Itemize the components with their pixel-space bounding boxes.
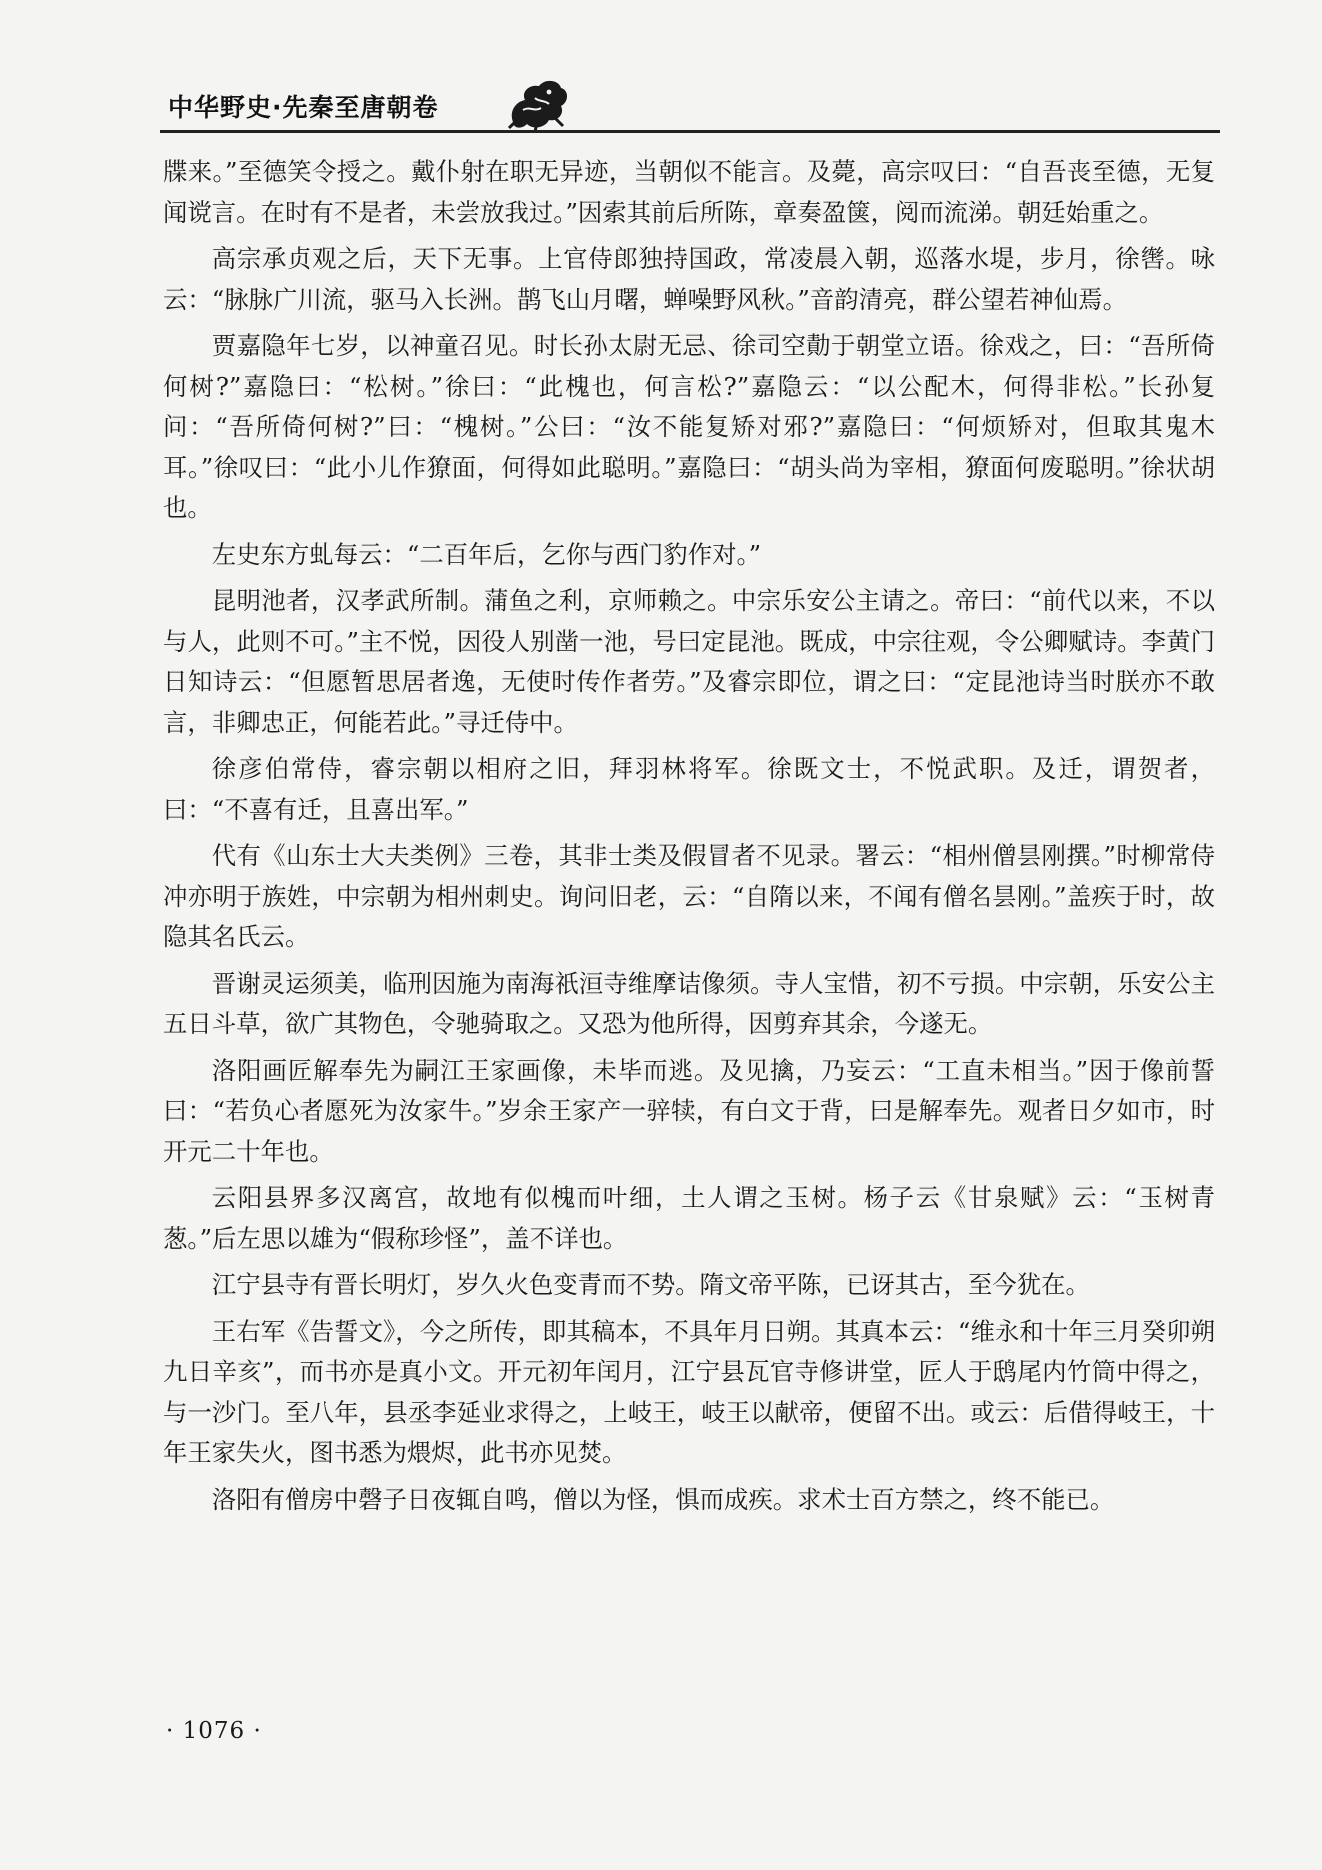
paragraph: 高宗承贞观之后，天下无事。上官侍郎独持国政，常凌晨入朝，巡落水堤，步月，徐辔。咏云：“脉脉广川流，驱马入长洲。鹊飞山月曙，蝉噪野风秋。”音韵清亮，群公望若神仙焉。: [163, 244, 1215, 314]
book-title: 中华野史·先秦至唐朝卷: [168, 93, 439, 122]
page-number: · 1076 ·: [166, 1718, 262, 1744]
paragraph: 牒来。”至德笑令授之。戴仆射在职无异迹，当朝似不能言。及薨，高宗叹曰：“自吾丧至德，无复闻谠言。在时有不是者，未尝放我过。”因索其前后所陈，章奏盈箧，阅而流涕。朝廷始重之。: [163, 157, 1215, 227]
header-rule: [160, 130, 1220, 133]
paragraph: 贾嘉隐年七岁，以神童召见。时长孙太尉无忌、徐司空勣于朝堂立语。徐戏之，曰：“吾所倚何树?”嘉隐曰：“松树。”徐曰：“此槐也，何言松?”嘉隐云：“以公配木，何得非松。”长孙复问：“吾所倚何树?”曰：“槐树。”公曰：“汝不能复矫对邪?”嘉隐曰：“何烦矫对，但取其鬼木耳。”徐叹曰：“此小儿作獠面，何得如此聪明。”嘉隐曰：“胡头尚为宰相，獠面何废聪明。”徐状胡也。: [163, 331, 1215, 522]
paragraph: 昆明池者，汉孝武所制。蒲鱼之利，京师赖之。中宗乐安公主请之。帝曰：“前代以来，不以与人，此则不可。”主不悦，因役人别凿一池，号曰定昆池。既成，中宗往观，令公卿赋诗。李黄门日知诗云：“但愿暂思居者逸，无使时传作者劳。”及睿宗即位，谓之曰：“定昆池诗当时朕亦不敢言，非卿忠正，何能若此。”寻迁侍中。: [163, 586, 1215, 737]
paragraph: 代有《山东士大夫类例》三卷，其非士类及假冒者不见录。署云：“相州僧昙刚撰。”时柳常侍冲亦明于族姓，中宗朝为相州刺史。询问旧老，云：“自隋以来，不闻有僧名昙刚。”盖疾于时，故隐其名氏云。: [163, 841, 1215, 951]
paragraph: 洛阳画匠解奉先为嗣江王家画像，未毕而逃。及见擒，乃妄云：“工直未相当。”因于像前誓曰：“若负心者愿死为汝家牛。”岁余王家产一骍犊，有白文于背，曰是解奉先。观者日夕如市，时开元二十年也。: [163, 1055, 1215, 1166]
paragraph: 云阳县界多汉离宫，故地有似槐而叶细，土人谓之玉树。杨子云《甘泉赋》云：“玉树青葱。”后左思以雄为“假称珍怪”，盖不详也。: [163, 1183, 1215, 1253]
paragraph: 左史东方虬每云：“二百年后，乞你与西门豹作对。”: [211, 539, 762, 569]
running-header: [160, 82, 1220, 138]
paragraph: 江宁县寺有晋长明灯，岁久火色变青而不势。隋文帝平陈，已讶其古，至今犹在。: [211, 1270, 1090, 1299]
paragraph: 晋谢灵运须美，临刑因施为南海祇洹寺维摩诘像须。寺人宝惜，初不亏损。中宗朝，乐安公主五日斗草，欲广其物色，令驰骑取之。又恐为他所得，因剪弃其余，今遂无。: [163, 968, 1215, 1038]
dragon-emblem-icon: [505, 76, 571, 134]
paragraph: 徐彦伯常侍，睿宗朝以相府之旧，拜羽林将军。徐既文士，不悦武职。及迁，谓贺者，曰：“不喜有迁，且喜出军。”: [163, 754, 1215, 824]
paragraph: 王右军《告誓文》，今之所传，即其稿本，不具年月日朔。其真本云：“维永和十年三月癸卯朔九日辛亥”，而书亦是真小文。开元初年闰月，江宁县瓦官寺修讲堂，匠人于鸱尾内竹筒中得之，与一沙门。至八年，县丞李延业求得之，上岐王，岐王以献帝，便留不出。或云：后借得岐王，十年王家失火，图书悉为煨烬，此书亦见焚。: [163, 1316, 1215, 1467]
paragraph: 洛阳有僧房中磬子日夜辄自鸣，僧以为怪，惧而成疾。求术士百方禁之，终不能已。: [211, 1484, 1115, 1514]
body-text: [163, 152, 1215, 1526]
